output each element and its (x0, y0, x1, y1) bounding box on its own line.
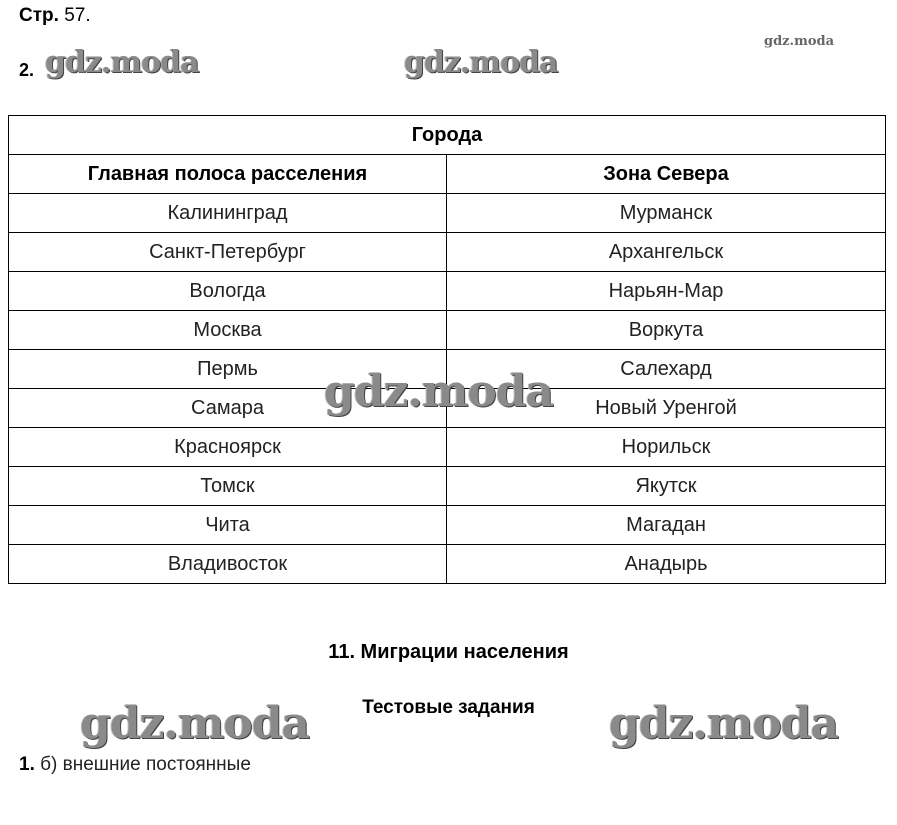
watermark: gdz.moda (764, 34, 835, 49)
north-zone-city-cell: Мурманск (447, 194, 886, 233)
column-header-main-belt: Главная полоса расселения (9, 155, 447, 194)
section-subtitle: Тестовые задания (362, 697, 535, 718)
table-row (9, 311, 886, 350)
table-row (9, 194, 886, 233)
north-zone-city-cell: Нарьян-Мар (447, 272, 886, 311)
section-title: 11. Миграции населения (328, 641, 569, 663)
main-belt-city-cell: Калининград (9, 194, 447, 233)
table-row (9, 545, 886, 584)
north-zone-city-cell: Салехард (447, 350, 886, 389)
main-belt-city-cell: Пермь (9, 350, 447, 389)
watermark: gdz.moda (404, 45, 558, 80)
north-zone-city-cell: Новый Уренгой (447, 389, 886, 428)
watermark: gdz.moda (45, 45, 199, 80)
table-row (9, 233, 886, 272)
watermark: gdz.moda (324, 366, 554, 417)
cities-table (8, 115, 886, 584)
main-belt-city-cell: Вологда (9, 272, 447, 311)
north-zone-city-cell: Архангельск (447, 233, 886, 272)
main-belt-city-cell: Красноярск (9, 428, 447, 467)
table-row (9, 428, 886, 467)
main-belt-city-cell: Чита (9, 506, 447, 545)
table-row (9, 467, 886, 506)
main-belt-city-cell: Владивосток (9, 545, 447, 584)
north-zone-city-cell: Якутск (447, 467, 886, 506)
column-header-north-zone: Зона Севера (447, 155, 886, 194)
answer-item (19, 754, 251, 776)
watermark: gdz.moda (80, 698, 310, 749)
page-number: 57. (64, 5, 91, 26)
main-belt-city-cell: Москва (9, 311, 447, 350)
watermark: gdz.moda (609, 698, 839, 749)
table-row (9, 272, 886, 311)
answer-number: 1. (19, 754, 35, 775)
page-reference (19, 5, 91, 27)
answer-text: б) внешние постоянные (40, 754, 251, 775)
north-zone-city-cell: Анадырь (447, 545, 886, 584)
north-zone-city-cell: Магадан (447, 506, 886, 545)
north-zone-city-cell: Воркута (447, 311, 886, 350)
task-number: 2. (19, 60, 35, 80)
north-zone-city-cell: Норильск (447, 428, 886, 467)
main-belt-city-cell: Санкт-Петербург (9, 233, 447, 272)
main-belt-city-cell: Самара (9, 389, 447, 428)
page-label: Стр. (19, 5, 59, 26)
main-belt-city-cell: Томск (9, 467, 447, 506)
table-row (9, 506, 886, 545)
table-title: Города (9, 116, 886, 155)
